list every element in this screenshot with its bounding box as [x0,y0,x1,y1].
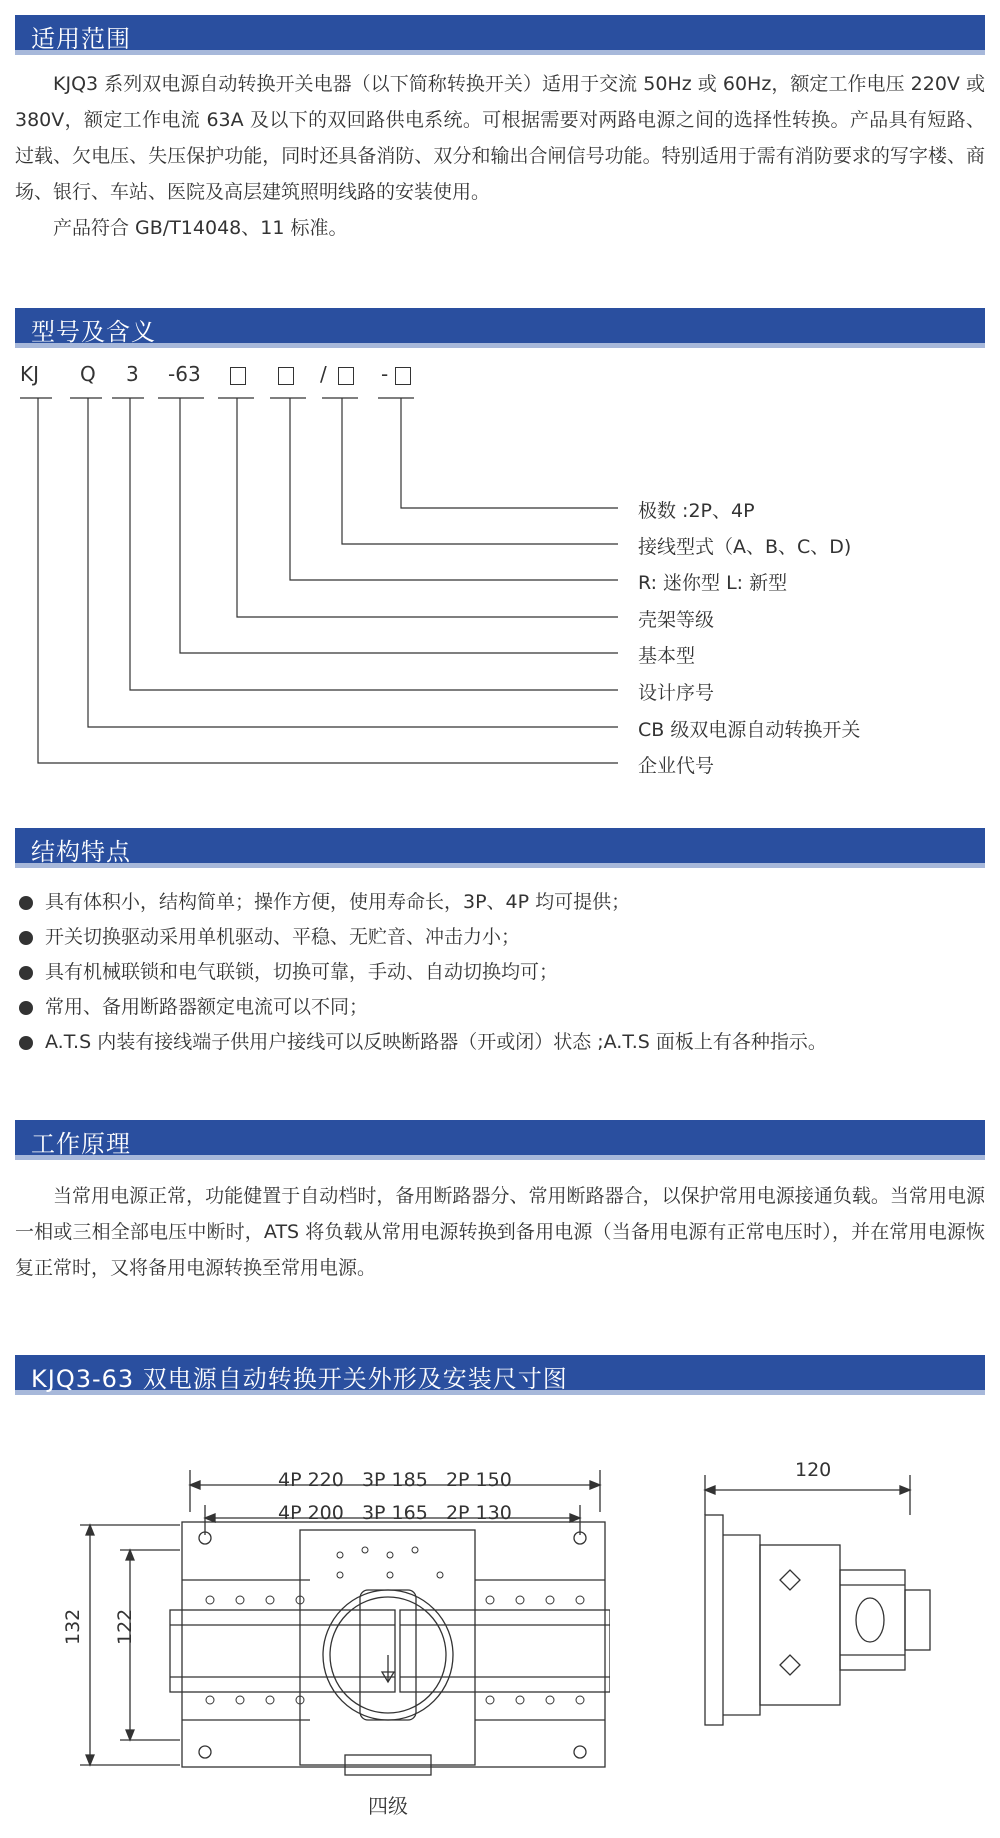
bullet-icon [19,896,33,910]
scope-text-2: 产品符合 GB/T14048、11 标准。 [53,217,348,239]
legend-basic: 基本型 [638,645,696,667]
legend-design-no: 设计序号 [638,682,715,704]
code-63: -63 [168,362,201,386]
dim-120-label: 120 [795,1459,832,1481]
bullet-icon [19,1036,33,1050]
structure-list [15,885,985,1060]
model-leader-lines [0,0,1000,800]
list-item: 具有体积小，结构简单；操作方便，使用寿命长，3P、4P 均可提供； [15,885,985,920]
legend-cb-class: CB 级双电源自动转换开关 [638,719,861,741]
list-item: A.T.S 内装有接线端子供用户接线可以反映断路器（开或闭）状态 ;A.T.S 面板上有各种指示。 [15,1025,985,1060]
side-view-drawing [690,1460,940,1730]
list-item: 常用、备用断路器额定电流可以不同； [15,990,985,1025]
section-title: 工作原理 [31,1130,131,1158]
list-item: 开关切换驱动采用单机驱动、平稳、无贮音、冲击力小； [15,920,985,955]
bullet-icon [19,931,33,945]
section-header-structure [15,828,985,868]
bullet-icon [19,966,33,980]
code-3: 3 [126,362,139,386]
legend-frame: 壳架等级 [638,609,715,631]
dim-132-label: 132 [62,1608,84,1645]
section-title: KJQ3-63 双电源自动转换开关外形及安装尺寸图 [31,1365,568,1393]
section-title: 型号及含义 [31,318,156,346]
drawing-caption: 四级 [368,1794,408,1818]
principle-text: 当常用电源正常，功能健置于自动档时，备用断路器分、常用断路器合，以保护常用电源接通负载。当常用电源一相或三相全部电压中断时，ATS 将负载从常用电源转换到备用电源（当备用电源有正常电压时），并在常用电源恢复正常时，又将备用电源转换至常用电源。 [15,1185,985,1279]
legend-wiring: 接线型式（A、B、C、D) [638,536,852,558]
legend-company: 企业代号 [638,755,715,777]
bullet-icon [19,1001,33,1015]
list-item: 具有机械联锁和电气联锁，切换可靠，手动、自动切换均可； [15,955,985,990]
section-header-dimensions [15,1355,985,1395]
code-kj: KJ [20,362,40,386]
dim-122-label: 122 [114,1608,136,1645]
dim-outer-label: 4P 220 3P 185 2P 150 [278,1469,512,1491]
scope-text-1: KJQ3 系列双电源自动转换开关电器（以下简称转换开关）适用于交流 50Hz 或 60Hz，额定工作电压 220V 或 380V，额定工作电流 63A 及以下的双回路供电系统。可根据需要对两路电源之间的选择性转换。产品具有短路、过载、欠电压、失压保护功能，同时还具备消防、双分和输出合闸信号功能。特别适用于需有消防要求的写字楼、商场、银行、车站、医院及高层建筑照明线路的安装使用。 [15,73,985,203]
legend-type: R: 迷你型 L: 新型 [638,572,788,594]
section-header-principle [15,1120,985,1160]
code-dash: - [381,362,389,386]
code-slash: / [320,362,327,386]
section-title: 结构特点 [31,838,131,866]
legend-poles: 极数 :2P、4P [638,500,755,522]
dim-inner-label: 4P 200 3P 165 2P 130 [278,1502,512,1524]
principle-paragraph [15,1178,985,1286]
section-title: 适用范围 [31,25,131,53]
code-q: Q [80,362,96,386]
